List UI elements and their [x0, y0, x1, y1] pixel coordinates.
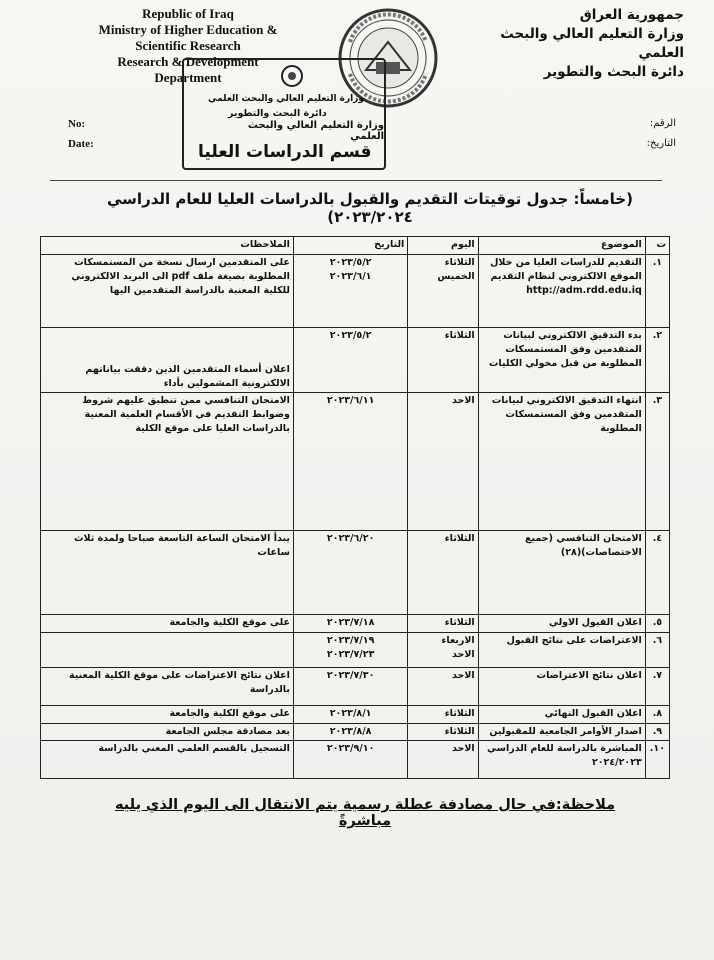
header-topic: الموضوع [478, 237, 645, 255]
row-day: الاحد [408, 741, 478, 779]
stamp-emblem-icon [280, 64, 304, 88]
row-date: ٢٠٢٣/٧/١٩ ٢٠٢٣/٧/٢٣ [293, 632, 407, 668]
row-day: الثلاثاء [408, 723, 478, 741]
date-label-ar: التاريخ: [646, 138, 676, 149]
date-label: Date: [68, 138, 94, 150]
header-date: التاريخ [293, 237, 407, 255]
row-num: ١. [645, 254, 669, 327]
row-date: ٢٠٢٣/٨/٨ [293, 723, 407, 741]
table-row [41, 632, 670, 668]
row-num: ٢. [645, 327, 669, 392]
letterhead-line: Department [154, 70, 222, 85]
row-topic: بدء التدقيق الالكتروني لبيانات المتقدمين وفق المستمسكات المطلوبة من قبل مخولي الكليات [478, 327, 645, 392]
table-row [41, 254, 670, 327]
row-remarks: على موقع الكلية والجامعة [41, 705, 294, 723]
row-num: ٨. [645, 705, 669, 723]
row-topic: اعلان القبول النهائي [478, 705, 645, 723]
row-day: الاربعاء الاحد [408, 632, 478, 668]
row-num: ٤. [645, 531, 669, 615]
row-date: ٢٠٢٣/٧/١٨ [293, 615, 407, 633]
row-remarks: الامتحان التنافسي ممن تنطبق عليهم شروط وضوابط التقديم في الأقسام العلمية المعنية بالدراسات العليا على موقع الكلية [41, 392, 294, 531]
letterhead-line: دائرة البحث والتطوير [543, 64, 684, 80]
row-remarks [41, 632, 294, 668]
row-num: ١٠. [645, 741, 669, 779]
table-row [41, 668, 670, 706]
table-row [41, 392, 670, 531]
row-remarks: بعد مصادقة مجلس الجامعة [41, 723, 294, 741]
application-url-link[interactable]: http://adm.rdd.edu.iq [526, 284, 642, 296]
row-date: ٢٠٢٣/٧/٣٠ [293, 668, 407, 706]
row-topic: انتهاء التدقيق الالكتروني لبيانات المتقدمين وفق المستمسكات المطلوبة [478, 392, 645, 531]
row-date: ٢٠٢٣/٨/١ [293, 705, 407, 723]
row-date: ٢٠٢٣/٥/٢ ٢٠٢٣/٦/١ [293, 254, 407, 327]
letterhead-line: Ministry of Higher Education & [98, 22, 278, 37]
schedule-table [40, 236, 670, 779]
document-title: (خامساً: جدول توقيتات التقديم والقبول بالدراسات العليا للعام الدراسي ٢٠٢٣/٢٠٢٤) [107, 190, 633, 226]
row-topic: اعلان نتائج الاعتراضات [478, 668, 645, 706]
table-row [41, 615, 670, 633]
letterhead-line: جمهورية العراق [579, 7, 684, 23]
row-topic: المباشرة بالدراسة للعام الدراسي ٢٠٢٤/٢٠٢٣ [478, 741, 645, 779]
letterhead-line: Republic of Iraq [142, 6, 234, 21]
header-num: ت [645, 237, 669, 255]
table-row [41, 723, 670, 741]
row-topic: اعلان القبول الاولي [478, 615, 645, 633]
letterhead-line: Scientific Research [135, 38, 241, 53]
row-topic-text: التقديم للدراسات العليا من خلال الموقع الالكتروني لنظام التقديم [490, 256, 642, 282]
row-date: ٢٠٢٣/٦/١١ [293, 392, 407, 531]
header-day: اليوم [408, 237, 478, 255]
row-remarks: التسجيل بالقسم العلمي المعني بالدراسة [41, 741, 294, 779]
table-row [41, 741, 670, 779]
row-topic: الامتحان التنافسي (جميع الاختصاصات)(٢٨) [478, 531, 645, 615]
row-day: الثلاثاء [408, 615, 478, 633]
table-row [41, 327, 670, 392]
row-remarks: يبدأ الامتحان الساعة التاسعة صباحا ولمدة ثلاث ساعات [41, 531, 294, 615]
row-day: الاحد [408, 392, 478, 531]
table-row [41, 705, 670, 723]
row-num: ٥. [645, 615, 669, 633]
department-stamp [182, 58, 386, 170]
letterhead-line: Research & Development [117, 54, 259, 69]
row-remarks: على المتقدمين ارسال نسخة من المستمسكات المطلوبة بصيغة ملف pdf الى البريد الالكتروني للكلية المعنية بالدراسة المتقدمين اليها [41, 254, 294, 327]
row-day: الثلاثاء [408, 705, 478, 723]
row-remarks: اعلان نتائج الاعتراضات على موقع الكلية المعنية بالدراسة [41, 668, 294, 706]
row-topic: اصدار الأوامر الجامعية للمقبولين [478, 723, 645, 741]
row-day: الثلاثاء [408, 327, 478, 392]
row-num: ٣. [645, 392, 669, 531]
row-remarks: على موقع الكلية والجامعة [41, 615, 294, 633]
row-day: الاحد [408, 668, 478, 706]
row-topic: الاعتراضات على نتائج القبول [478, 632, 645, 668]
stamp-line: دائرة البحث والتطوير [228, 108, 327, 119]
row-num: ٩. [645, 723, 669, 741]
row-date: ٢٠٢٣/٩/١٠ [293, 741, 407, 779]
stamp-line: وزارة التعليم العالي والبحث العلمي [208, 94, 365, 104]
row-date: ٢٠٢٣/٦/٢٠ [293, 531, 407, 615]
letterhead-line: وزارة التعليم العالي والبحث العلمي [500, 26, 684, 61]
stamp-department: قسم الدراسات العليا [198, 142, 372, 162]
row-topic [478, 254, 645, 327]
row-num: ٦. [645, 632, 669, 668]
stamp-line: وزارة التعليم العالي والبحث العلمي [247, 120, 384, 142]
row-day: الثلاثاء الخميس [408, 254, 478, 327]
row-day: الثلاثاء [408, 531, 478, 615]
header-divider [50, 180, 662, 182]
arabic-letterhead [454, 6, 684, 82]
number-label: No: [68, 118, 86, 130]
table-row [41, 531, 670, 615]
number-label-ar: الرقم: [649, 118, 676, 129]
header-remarks: الملاحظات [41, 237, 294, 255]
row-date: ٢٠٢٣/٥/٢ [293, 327, 407, 392]
row-remarks: اعلان أسماء المتقدمين الذين دققت بياناتهم الالكترونية المشمولين بأداء [41, 327, 294, 392]
footer-note: ملاحظة:في حال مصادفة عطلة رسمية يتم الانتقال الى اليوم الذي يليه مباشرةً [114, 797, 616, 829]
table-header-row [41, 237, 670, 255]
row-num: ٧. [645, 668, 669, 706]
